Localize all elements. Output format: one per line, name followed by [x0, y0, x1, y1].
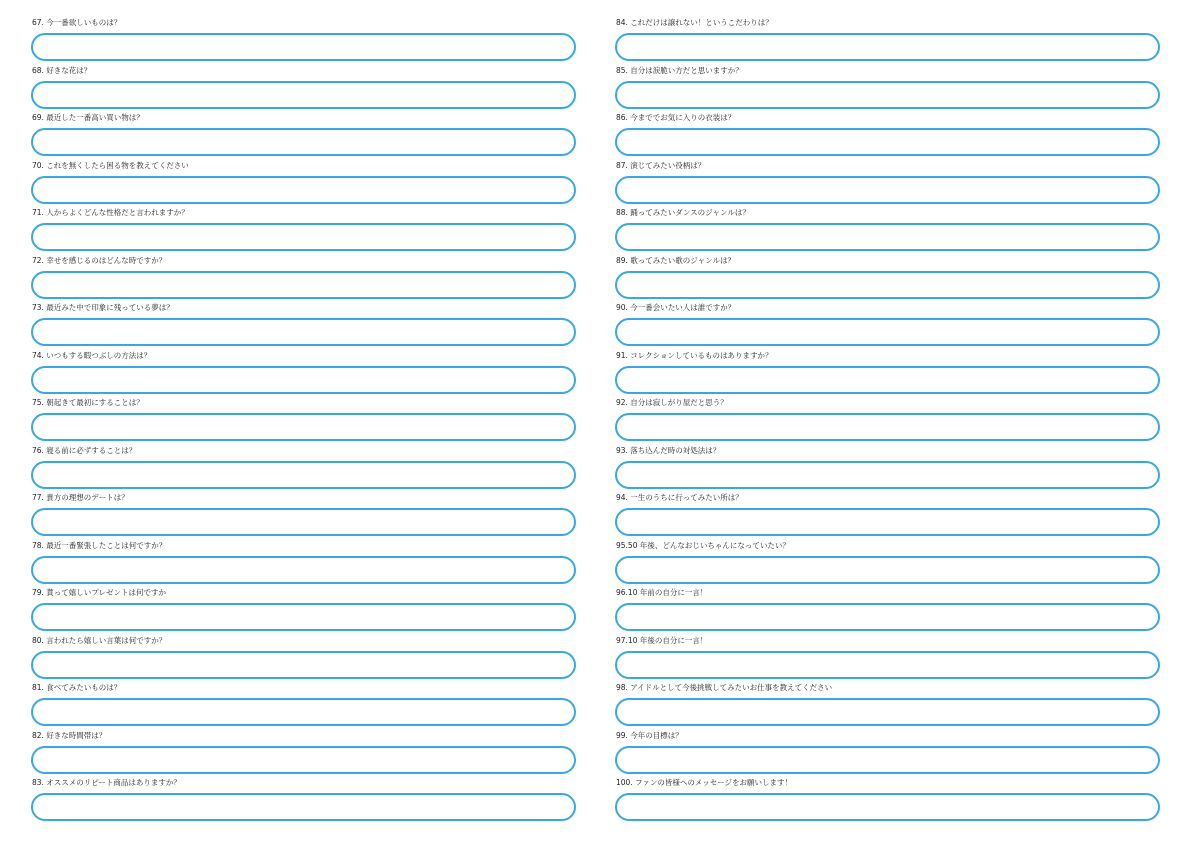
answer-field[interactable] [615, 746, 1160, 774]
answer-field[interactable] [615, 176, 1160, 204]
question-item-94 [615, 490, 1160, 538]
answer-field[interactable] [615, 651, 1160, 679]
question-label: 71. 人からよくどんな性格だと言われますか？ [32, 208, 189, 217]
question-item-98 [615, 680, 1160, 728]
answer-field[interactable] [615, 461, 1160, 489]
question-item-84 [615, 15, 1160, 63]
question-label: 90. 今一番会いたい人は誰ですか？ [616, 303, 736, 312]
answer-field[interactable] [615, 33, 1160, 61]
question-label: 68. 好きな花は？ [32, 65, 92, 75]
answer-field[interactable] [615, 318, 1160, 346]
question-item-91 [615, 348, 1160, 396]
answer-field[interactable] [615, 698, 1160, 726]
question-label: 91. コレクションしているものはありますか？ [616, 350, 773, 360]
question-item-82 [31, 728, 576, 776]
answer-field[interactable] [615, 603, 1160, 631]
answer-field[interactable] [615, 128, 1160, 156]
question-label: 99. 今年の目標は？ [616, 730, 683, 740]
question-label: 84. これだけは譲れない！というこだわりは？ [616, 18, 773, 27]
answer-field[interactable] [31, 176, 576, 204]
answer-field[interactable] [615, 271, 1160, 299]
answer-field[interactable] [31, 508, 576, 536]
question-item-88 [615, 205, 1160, 253]
question-item-96 [615, 585, 1160, 633]
question-label: 83. オススメのリピート商品はありますか？ [32, 778, 181, 787]
question-item-97 [615, 633, 1160, 681]
question-item-78 [31, 538, 576, 586]
answer-field[interactable] [31, 793, 576, 821]
question-label: 79. 貰って嬉しいプレゼントは何ですか [32, 588, 167, 597]
answer-field[interactable] [31, 461, 576, 489]
question-item-70 [31, 158, 576, 206]
question-item-77 [31, 490, 576, 538]
question-item-80 [31, 633, 576, 681]
question-label: 89. 歌ってみたい歌のジャンルは？ [616, 255, 735, 265]
answer-field[interactable] [31, 556, 576, 584]
question-column-left [31, 15, 576, 823]
answer-field[interactable] [615, 413, 1160, 441]
answer-field[interactable] [31, 33, 576, 61]
question-item-100 [615, 775, 1160, 823]
question-column-right [615, 15, 1160, 823]
question-label: 80. 言われたら嬉しい言葉は何ですか？ [32, 635, 167, 645]
question-label: 85. 自分は涙脆い方だと思いますか？ [616, 65, 743, 75]
question-item-95 [615, 538, 1160, 586]
question-label: 87. 演じてみたい役柄は？ [616, 160, 706, 170]
question-label: 82. 好きな時間帯は？ [32, 730, 107, 740]
question-label: 98. アイドルとして今後挑戦してみたいお仕事を教えてください [616, 683, 833, 692]
question-label: 86. 今まででお気に入りの衣装は？ [616, 113, 736, 122]
question-label: 74. いつもする暇つぶしの方法は？ [32, 350, 152, 360]
answer-field[interactable] [31, 223, 576, 251]
answer-field[interactable] [31, 698, 576, 726]
answer-field[interactable] [31, 318, 576, 346]
question-item-90 [615, 300, 1160, 348]
question-label: 67. 今一番欲しいものは？ [32, 18, 122, 27]
question-item-74 [31, 348, 576, 396]
question-label: 100. ファンの皆様へのメッセージをお願いします！ [616, 778, 792, 787]
question-label: 96.10 年前の自分に一言！ [616, 588, 708, 597]
question-item-93 [615, 443, 1160, 491]
answer-field[interactable] [31, 366, 576, 394]
answer-field[interactable] [615, 81, 1160, 109]
question-item-73 [31, 300, 576, 348]
question-item-81 [31, 680, 576, 728]
question-item-69 [31, 110, 576, 158]
answer-field[interactable] [31, 271, 576, 299]
question-label: 77. 貴方の理想のデートは？ [32, 493, 129, 502]
answer-field[interactable] [31, 413, 576, 441]
answer-field[interactable] [615, 508, 1160, 536]
question-label: 81. 食べてみたいものは？ [32, 683, 122, 692]
answer-field[interactable] [615, 793, 1160, 821]
question-label: 75. 朝起きて最初にすることは？ [32, 398, 144, 407]
question-item-75 [31, 395, 576, 443]
answer-field[interactable] [615, 556, 1160, 584]
answer-field[interactable] [31, 128, 576, 156]
question-item-92 [615, 395, 1160, 443]
question-label: 69. 最近した一番高い買い物は？ [32, 113, 144, 122]
question-item-71 [31, 205, 576, 253]
question-label: 94. 一生のうちに行ってみたい所は？ [616, 493, 743, 502]
question-label: 78. 最近一番緊張したことは何ですか？ [32, 540, 167, 550]
question-item-68 [31, 63, 576, 111]
answer-field[interactable] [31, 81, 576, 109]
question-item-99 [615, 728, 1160, 776]
question-label: 95.50 年後、どんなおじいちゃんになっていたい？ [616, 540, 790, 550]
answer-field[interactable] [31, 746, 576, 774]
question-item-67 [31, 15, 576, 63]
question-label: 97.10 年後の自分に一言！ [616, 635, 708, 645]
answer-field[interactable] [31, 603, 576, 631]
answer-field[interactable] [615, 223, 1160, 251]
question-label: 70. これを無くしたら困る物を教えてください [32, 160, 189, 170]
question-label: 88. 踊ってみたいダンスのジャンルは？ [616, 208, 750, 217]
question-item-85 [615, 63, 1160, 111]
question-label: 76. 寝る前に必ずすることは？ [32, 445, 137, 455]
question-label: 93. 落ち込んだ時の対処法は？ [616, 445, 721, 455]
question-item-87 [615, 158, 1160, 206]
question-item-83 [31, 775, 576, 823]
question-item-86 [615, 110, 1160, 158]
question-item-76 [31, 443, 576, 491]
answer-field[interactable] [31, 651, 576, 679]
question-item-89 [615, 253, 1160, 301]
question-label: 72. 幸せを感じるのはどんな時ですか？ [32, 255, 167, 265]
answer-field[interactable] [615, 366, 1160, 394]
question-label: 92. 自分は寂しがり屋だと思う？ [616, 398, 728, 407]
question-label: 73. 最近みた中で印象に残っている夢は？ [32, 303, 174, 312]
question-item-72 [31, 253, 576, 301]
question-item-79 [31, 585, 576, 633]
